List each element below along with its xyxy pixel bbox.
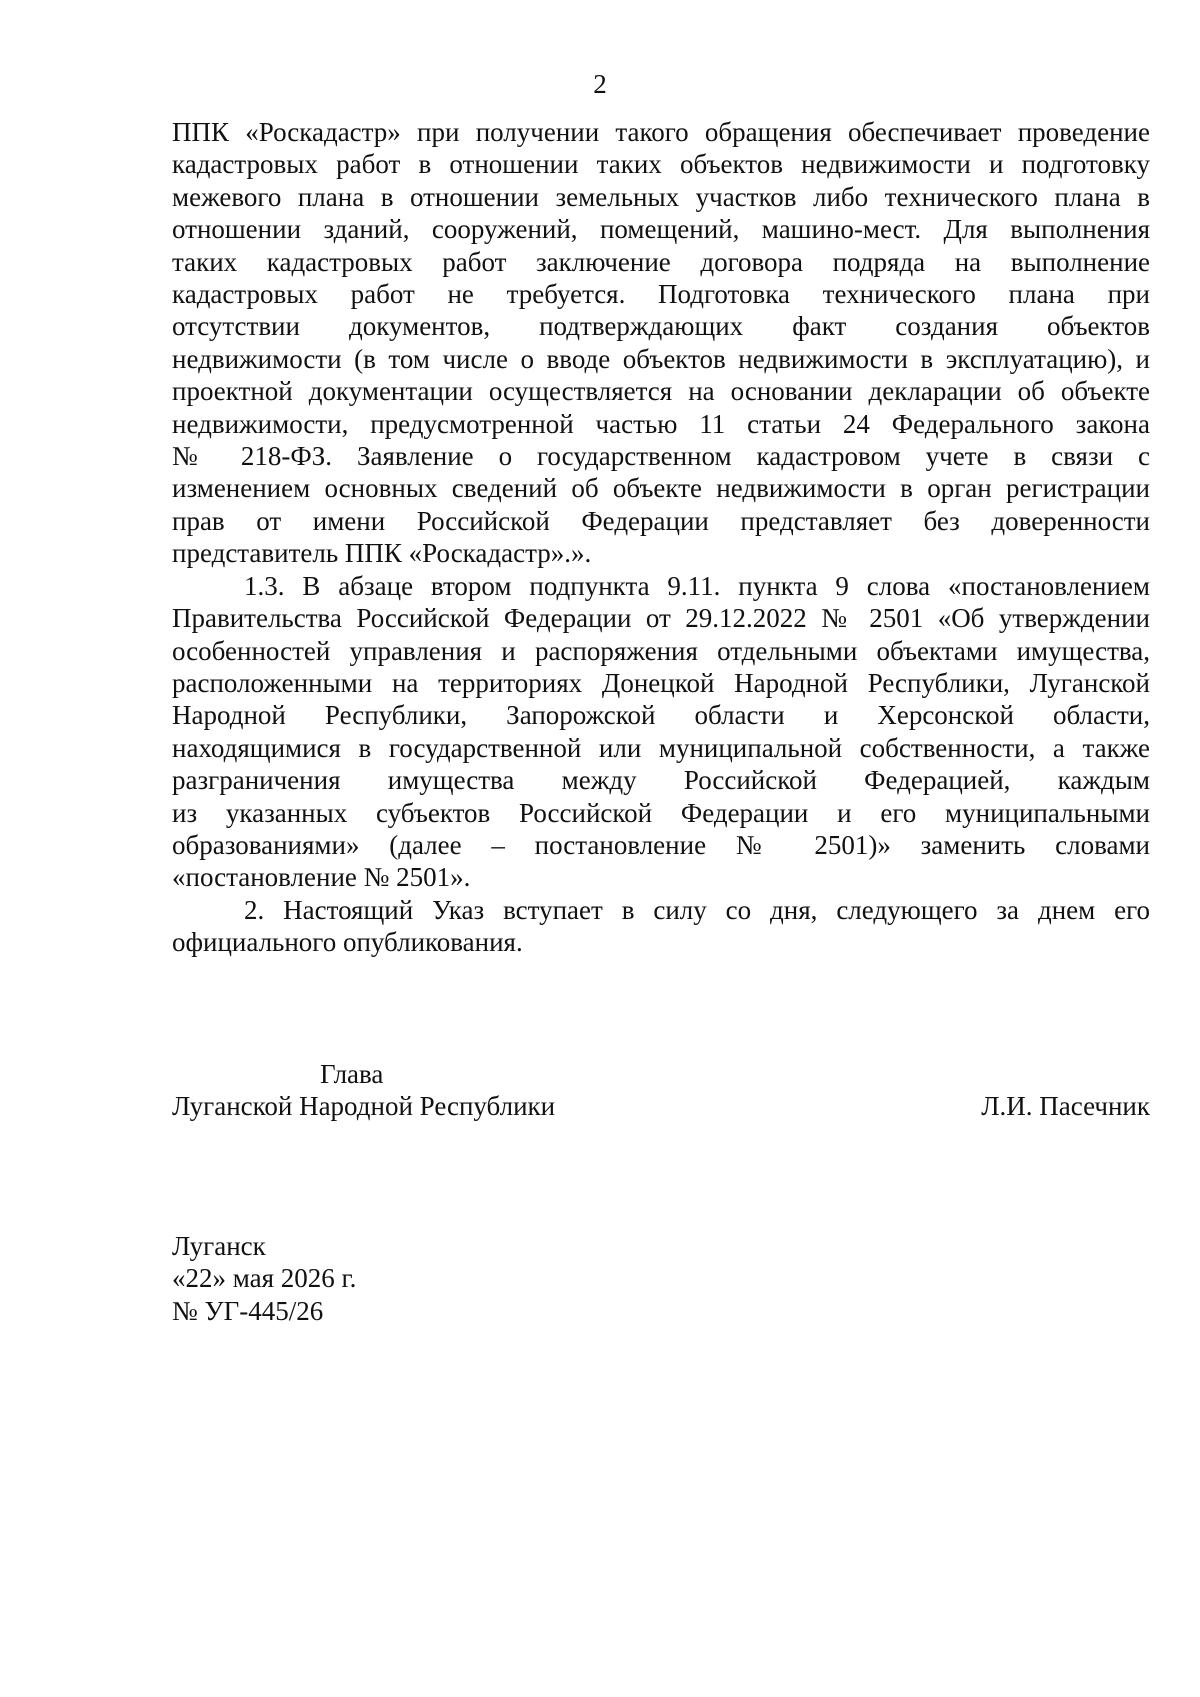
text-line: таких кадастровых работ заключение договора подряда на выполнение <box>172 246 1150 277</box>
text-line: разграничения имущества между Российской Федерацией, каждым <box>172 765 1150 796</box>
text-line: ППК «Роскадастр» при получении такого обращения обеспечивает проведение <box>172 117 1150 147</box>
paragraph-continuation <box>172 116 1150 570</box>
city: Луганск <box>172 1231 266 1261</box>
document-date: «22» мая 2026 г. <box>172 1263 357 1294</box>
text-line: представитель ППК «Роскадастр».». <box>172 538 592 569</box>
text-line: 2. Настоящий Указ вступает в силу со дня, следующего за днем его <box>244 894 1150 925</box>
text-line: расположенными на территориях Донецкой Народной Республики, Луганской <box>172 667 1150 698</box>
text-line: прав от имени Российской Федерации представляет без доверенности <box>172 505 1150 536</box>
text-line: межевого плана в отношении земельных участков либо технического плана в <box>172 181 1150 212</box>
paragraph-2 <box>172 894 1150 959</box>
signatory-position: Луганской Народной Республики <box>172 1091 556 1122</box>
text-line: отсутствии документов, подтверждающих факт создания объектов <box>172 311 1150 342</box>
text-line: Правительства Российской Федерации от 29.12.2022 № 2501 «Об утверждении <box>172 603 1150 634</box>
signatory-title: Глава <box>320 1059 384 1089</box>
text-line: проектной документации осуществляется на основании декларации об объекте <box>172 376 1150 407</box>
text-line: Народной Республики, Запорожской области и Херсонской области, <box>172 700 1150 731</box>
signature-row <box>172 1090 1150 1122</box>
text-line: недвижимости, предусмотренной частью 11 статьи 24 Федерального закона <box>172 408 1150 439</box>
text-line: недвижимости (в том числе о вводе объектов недвижимости в эксплуатацию), и <box>172 343 1150 374</box>
text-line: изменением основных сведений об объекте недвижимости в орган регистрации <box>172 473 1150 504</box>
place-date-block <box>172 1230 356 1327</box>
text-line: официального опубликования. <box>172 927 523 958</box>
text-line: № 218-ФЗ. Заявление о государственном кадастровом учете в связи с <box>172 441 1150 472</box>
text-line: особенностей управления и распоряжения отдельными объектами имущества, <box>172 635 1150 666</box>
text-line: кадастровых работ не требуется. Подготовка технического плана при <box>172 279 1150 310</box>
text-line: кадастровых работ в отношении таких объектов недвижимости и подготовку <box>172 149 1150 180</box>
text-line: 1.3. В абзаце втором подпункта 9.11. пункта 9 слова «постановлением <box>244 570 1150 601</box>
text-line: отношении зданий, сооружений, помещений, машино-мест. Для выполнения <box>172 214 1150 245</box>
text-line: «постановление № 2501». <box>172 862 471 893</box>
text-line: образованиями» (далее – постановление № 2501)» заменить словами <box>172 829 1150 860</box>
signatory-name: Л.И. Пасечник <box>981 1091 1150 1122</box>
document-body <box>172 116 1150 959</box>
signature-block <box>172 1058 1150 1123</box>
page-number: 2 <box>593 69 607 99</box>
paragraph-1-3 <box>172 570 1150 894</box>
text-line: из указанных субъектов Российской Федерации и его муниципальными <box>172 797 1150 828</box>
document-number: № УГ-445/26 <box>172 1295 324 1326</box>
text-line: находящимися в государственной или муниципальной собственности, а также <box>172 732 1150 763</box>
